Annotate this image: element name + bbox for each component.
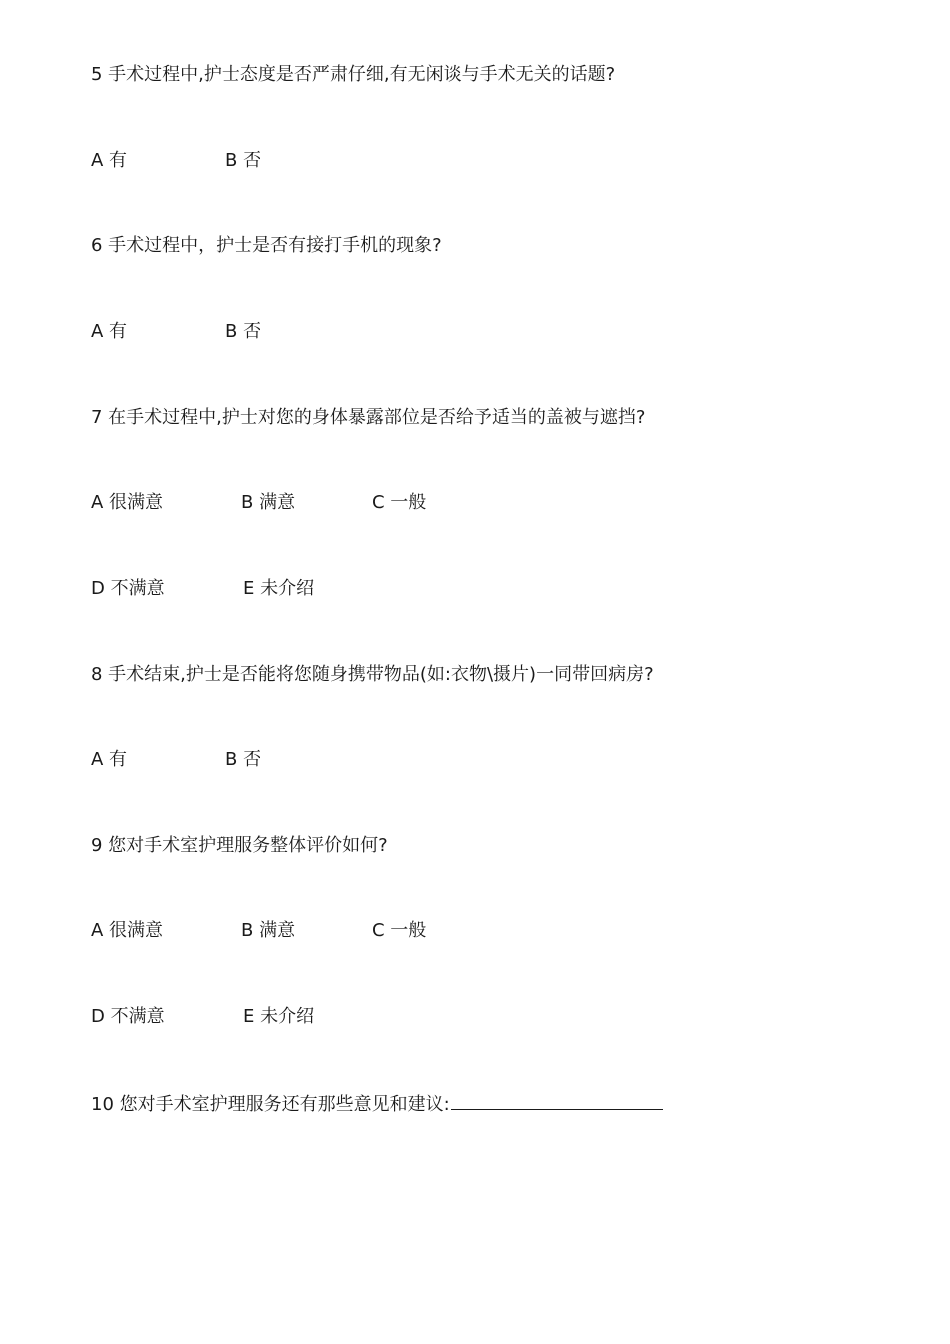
question-7: 7 在手术过程中,护士对您的身体暴露部位是否给予适当的盖被与遮挡? (91, 407, 646, 428)
option-e[interactable]: E 未介绍 (243, 1006, 315, 1027)
option-b[interactable]: B 否 (225, 321, 262, 342)
option-e[interactable]: E 未介绍 (243, 578, 315, 599)
option-d[interactable]: D 不满意 (91, 578, 165, 599)
question-8: 8 手术结束,护士是否能将您随身携带物品(如:衣物\摄片)一同带回病房? (91, 664, 654, 685)
option-b[interactable]: B 满意 (241, 920, 296, 941)
option-a[interactable]: A 很满意 (91, 492, 164, 513)
option-b[interactable]: B 否 (225, 150, 262, 171)
question-9: 9 您对手术室护理服务整体评价如何? (91, 835, 388, 856)
option-b[interactable]: B 满意 (241, 492, 296, 513)
question-6: 6 手术过程中，护士是否有接打手机的现象? (91, 235, 442, 256)
question-5: 5 手术过程中,护士态度是否严肃仔细,有无闲谈与手术无关的话题? (91, 64, 616, 85)
question-10 (91, 1092, 663, 1116)
option-a[interactable]: A 很满意 (91, 920, 164, 941)
option-a[interactable]: A 有 (91, 749, 128, 770)
option-c[interactable]: C 一般 (372, 920, 427, 941)
option-b[interactable]: B 否 (225, 749, 262, 770)
question-10-text: 10 您对手术室护理服务还有那些意见和建议: (91, 1094, 450, 1115)
option-a[interactable]: A 有 (91, 150, 128, 171)
option-c[interactable]: C 一般 (372, 492, 427, 513)
answer-blank-line[interactable] (451, 1092, 663, 1110)
option-d[interactable]: D 不满意 (91, 1006, 165, 1027)
option-a[interactable]: A 有 (91, 321, 128, 342)
